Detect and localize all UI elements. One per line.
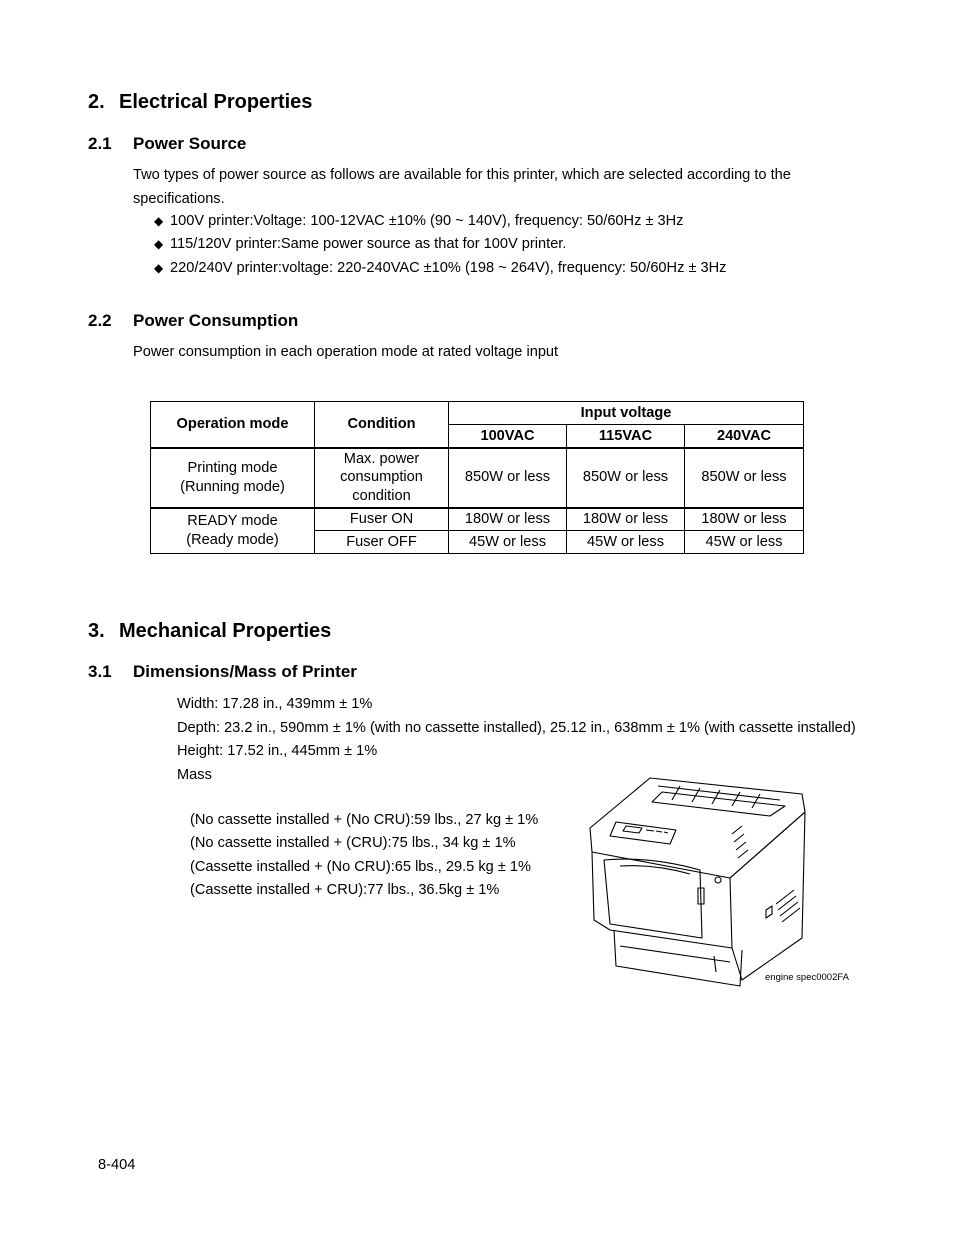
header-input-voltage: Input voltage <box>449 402 804 425</box>
section-title: Mechanical Properties <box>119 620 332 642</box>
bullet-item <box>154 213 683 229</box>
bullet-text: 220/240V printer:voltage: 220-240VAC ±10% (198 ~ 264V), frequency: 50/60Hz ± 3Hz <box>170 260 727 276</box>
power-consumption-table <box>150 401 804 554</box>
mass-item: (Cassette installed + (No CRU):65 lbs., 29.5 kg ± 1% <box>190 859 531 875</box>
printer-illustration <box>580 770 815 990</box>
section-heading-electrical <box>88 91 312 114</box>
table-cell-value: 45W or less <box>685 531 804 554</box>
table-cell-value: 45W or less <box>567 531 685 554</box>
subsection-title: Dimensions/Mass of Printer <box>133 662 357 681</box>
header-condition: Condition <box>315 402 449 448</box>
header-voltage: 240VAC <box>685 425 804 448</box>
power-consumption-intro: Power consumption in each operation mode at rated voltage input <box>133 344 559 360</box>
diamond-bullet-icon: ◆ <box>154 214 164 228</box>
subsection-heading-dimensions <box>88 662 357 682</box>
table-cell-value: 180W or less <box>567 508 685 531</box>
subsection-title: Power Consumption <box>133 311 299 330</box>
cell-text: Max. power consumption condition <box>340 450 423 504</box>
table-cell-condition: Fuser ON <box>315 508 449 531</box>
depth-line: Depth: 23.2 in., 590mm ± 1% (with no cassette installed), 25.12 in., 638mm ± 1% (with cassette installed) <box>177 719 856 736</box>
table-row <box>151 508 804 531</box>
power-source-intro: Two types of power source as follows are available for this printer, which are selected according to the specifications. <box>133 167 791 207</box>
table-cell-mode <box>151 508 315 554</box>
table-cell-mode <box>151 448 315 508</box>
table-cell-value: 850W or less <box>449 448 567 508</box>
section-number: 2. <box>88 91 105 113</box>
table-cell-value: 45W or less <box>449 531 567 554</box>
header-operation-mode: Operation mode <box>151 402 315 448</box>
subsection-number: 3.1 <box>88 662 112 681</box>
section-heading-mechanical <box>88 620 331 643</box>
subsection-title: Power Source <box>133 134 247 153</box>
table-cell-value: 850W or less <box>685 448 804 508</box>
table-cell-value: 180W or less <box>685 508 804 531</box>
cell-text: READY mode (Ready mode) <box>186 513 279 548</box>
table-cell-value: 180W or less <box>449 508 567 531</box>
height-line: Height: 17.52 in., 445mm ± 1% <box>177 743 378 759</box>
bullet-text: 115/120V printer:Same power source as that for 100V printer. <box>170 236 567 252</box>
subsection-heading-power-consumption <box>88 311 298 331</box>
mass-item: (Cassette installed + CRU):77 lbs., 36.5kg ± 1% <box>190 882 500 898</box>
diamond-bullet-icon: ◆ <box>154 261 164 275</box>
diamond-bullet-icon: ◆ <box>154 237 164 251</box>
subsection-number: 2.1 <box>88 134 112 153</box>
table-row <box>151 448 804 508</box>
bullet-text: 100V printer:Voltage: 100-12VAC ±10% (90 ~ 140V), frequency: 50/60Hz ± 3Hz <box>170 213 684 229</box>
header-voltage: 115VAC <box>567 425 685 448</box>
width-line: Width: 17.28 in., 439mm ± 1% <box>177 696 373 712</box>
table-header-row <box>151 402 804 425</box>
section-title: Electrical Properties <box>119 91 313 113</box>
header-voltage: 100VAC <box>449 425 567 448</box>
mass-label: Mass <box>177 766 212 783</box>
page-number: 8-404 <box>98 1157 136 1173</box>
section-number: 3. <box>88 620 105 642</box>
bullet-item <box>154 236 566 252</box>
subsection-heading-power-source <box>88 134 246 154</box>
table-cell-condition <box>315 448 449 508</box>
table-cell-value: 850W or less <box>567 448 685 508</box>
subsection-number: 2.2 <box>88 311 112 330</box>
mass-item: (No cassette installed + (No CRU):59 lbs., 27 kg ± 1% <box>190 812 539 828</box>
table-cell-condition: Fuser OFF <box>315 531 449 554</box>
figure-caption: engine spec0002FA <box>765 972 849 983</box>
bullet-item <box>154 260 726 276</box>
mass-item: (No cassette installed + (CRU):75 lbs., 34 kg ± 1% <box>190 835 516 851</box>
cell-text: Printing mode (Running mode) <box>180 460 285 495</box>
